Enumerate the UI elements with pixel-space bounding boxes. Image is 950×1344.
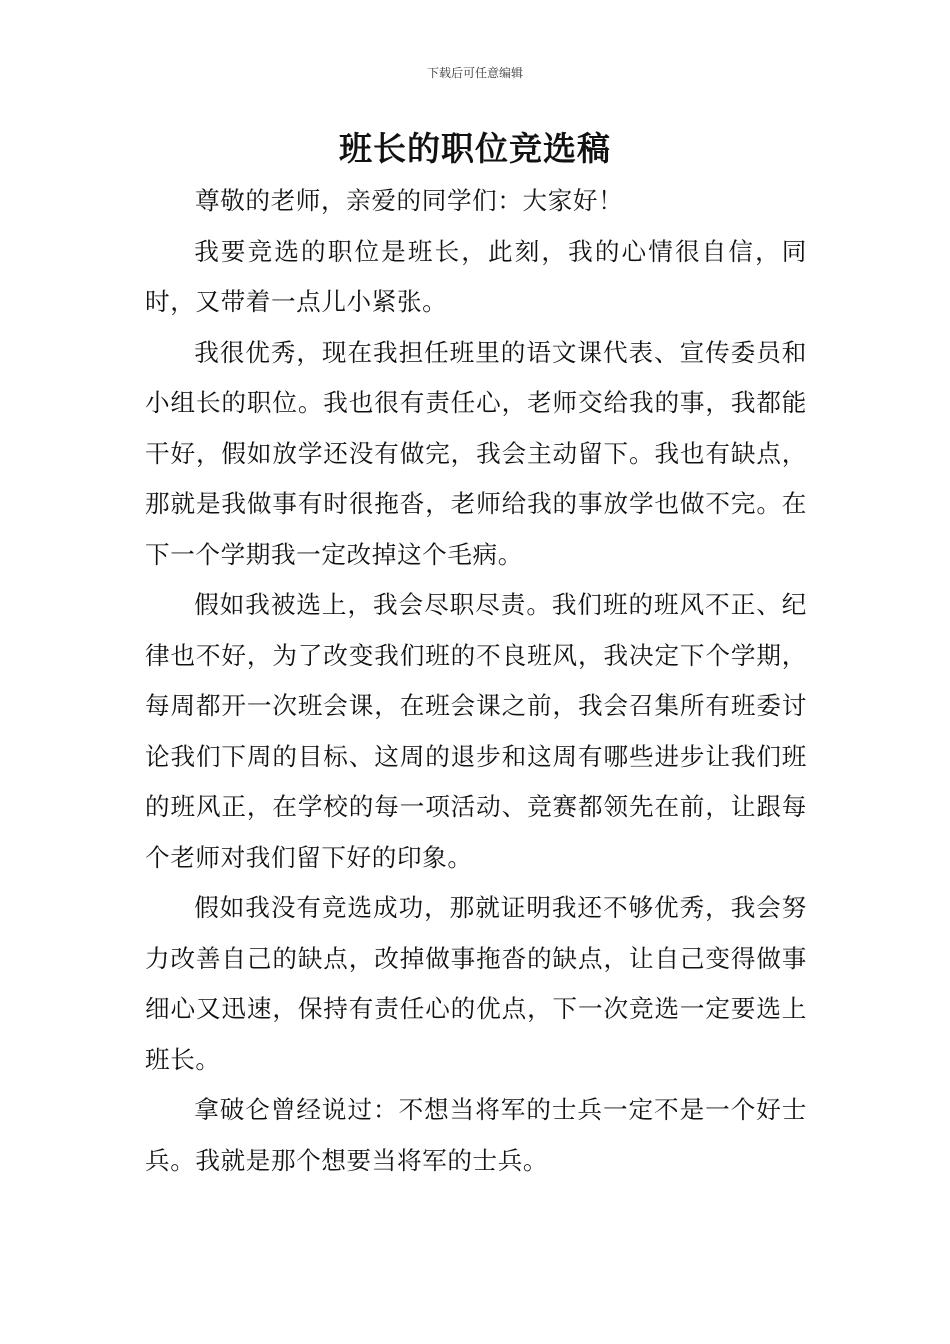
- paragraph-plan: 假如我被选上，我会尽职尽责。我们班的班风不正、纪律也不好，为了改变我们班的不良班风，我决定下个学期，每周都开一次班会课，在班会课之前，我会召集所有班委讨论我们下周的目标、这周的退步和这周有哪些进步让我们班的班风正，在学校的每一项活动、竞赛都领先在前，让跟每个老师对我们留下好的印象。: [145, 590, 807, 872]
- paragraph-greeting: 尊敬的老师，亲爱的同学们：大家好！: [195, 186, 624, 215]
- paragraph-quote: 拿破仑曾经说过：不想当将军的士兵一定不是一个好士兵。我就是那个想要当将军的士兵。: [145, 1095, 807, 1175]
- paragraph-position: 我要竞选的职位是班长，此刻，我的心情很自信，同时，又带着一点儿小紧张。: [145, 236, 807, 316]
- document-body: [145, 176, 807, 1186]
- paragraph-if-not-elected: 假如我没有竞选成功，那就证明我还不够优秀，我会努力改善自己的缺点，改掉做事拖沓的缺点，让自己变得做事细心又迅速，保持有责任心的优点，下一次竞选一定要选上班长。: [145, 893, 807, 1074]
- document-title: 班长的职位竞选稿: [339, 129, 611, 168]
- header-note: 下载后可任意编辑: [426, 66, 523, 80]
- paragraph-strengths: 我很优秀，现在我担任班里的语文课代表、宣传委员和小组长的职位。我也很有责任心，老师交给我的事，我都能干好，假如放学还没有做完，我会主动留下。我也有缺点，那就是我做事有时很拖沓，老师给我的事放学也做不完。在下一个学期我一定改掉这个毛病。: [145, 337, 807, 569]
